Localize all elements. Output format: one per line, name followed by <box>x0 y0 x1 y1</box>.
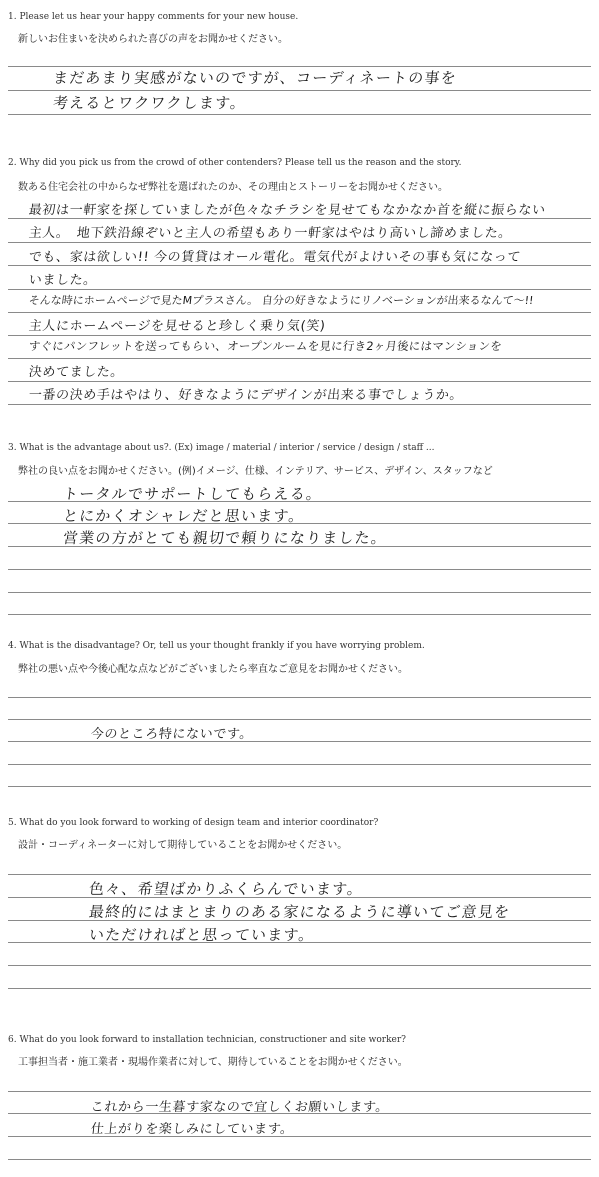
answer-2-line-3: でも、家は欲しい!! 今の賃貸はオール電化。電気代がよけいその事も気になって <box>28 250 522 265</box>
answer-line <box>8 404 591 405</box>
answer-line <box>8 242 591 243</box>
answer-line <box>8 592 591 593</box>
answer-6-line-2: 仕上がりを楽しみにしています。 <box>90 1122 295 1137</box>
answer-line <box>8 358 591 359</box>
answer-5-line-2: 最終的にはまとまりのある家になるように導いてご意見を <box>88 903 512 921</box>
answer-line <box>8 764 591 765</box>
answer-1-line-1: まだあまり実感がないのですが、コーディネートの事を <box>52 69 458 87</box>
answer-2-line-5: そんな時にホームページで見たMプラスさん。 自分の好きなようにリノベーションが出来るなんて〜!! <box>28 294 535 307</box>
question-2-english: 2. Why did you pick us from the crowd of other contenders? Please tell us the reason and the story. <box>8 158 462 168</box>
answer-line <box>8 786 591 787</box>
answer-line <box>8 614 591 615</box>
answer-2-line-2: 主人。 地下鉄沿線ぞいと主人の希望もあり一軒家はやはり高いし諦めました。 <box>28 226 513 241</box>
answer-line <box>8 335 591 336</box>
answer-5-line-3: いただければと思っています。 <box>88 926 316 944</box>
question-5-english: 5. What do you look forward to working of design team and interior coordinator? <box>8 818 379 828</box>
question-6-japanese: 工事担当者・施工業者・現場作業者に対して、期待していることをお聞かせください。 <box>18 1057 408 1068</box>
answer-line <box>8 1091 591 1092</box>
answer-line <box>8 114 591 115</box>
question-2-japanese: 数ある住宅会社の中からなぜ弊社を選ばれたのか、その理由とストーリーをお聞かせください。 <box>18 182 448 193</box>
answer-3-line-1: トータルでサポートしてもらえる。 <box>62 485 324 503</box>
question-4-english: 4. What is the disadvantage? Or, tell us your thought frankly if you have worrying problem. <box>8 641 425 651</box>
question-1-japanese: 新しいお住まいを決められた喜びの声をお聞かせください。 <box>18 34 288 45</box>
answer-2-line-9: 一番の決め手はやはり、好きなようにデザインが出来る事でしょうか。 <box>28 388 464 403</box>
answer-line <box>8 697 591 698</box>
answer-line <box>8 218 591 219</box>
answer-2-line-4: いました。 <box>28 273 98 288</box>
answer-2-line-7: すぐにパンフレットを送ってもらい、オープンルームを見に行き2ヶ月後にはマンションを <box>28 339 503 353</box>
question-3-japanese: 弊社の良い点をお聞かせください。(例)イメージ、仕様、インテリア、サービス、デザイン、スタッフなど <box>18 466 493 477</box>
answer-1-line-2: 考えるとワクワクします。 <box>52 94 248 112</box>
answer-2-line-8: 決めてました。 <box>28 365 125 380</box>
answer-2-line-6: 主人にホームページを見せると珍しく乗り気(笑) <box>28 319 327 334</box>
answer-line <box>8 719 591 720</box>
answer-line <box>8 965 591 966</box>
answer-3-line-3: 営業の方がとても親切で頼りになりました。 <box>62 529 389 547</box>
question-6-english: 6. What do you look forward to installation technician, constructioner and site worker? <box>8 1035 406 1045</box>
answer-line <box>8 1159 591 1160</box>
answer-5-line-1: 色々、希望ばかりふくらんでいます。 <box>88 880 365 898</box>
question-3-english: 3. What is the advantage about us?. (Ex) image / material / interior / service / design / staff ... <box>8 443 435 453</box>
answer-line <box>8 569 591 570</box>
answer-line <box>8 90 591 91</box>
question-5-japanese: 設計・コーディネーターに対して期待していることをお聞かせください。 <box>18 840 348 851</box>
answer-4-line-2: 今のところ特にないです。 <box>90 727 254 742</box>
answer-line <box>8 874 591 875</box>
question-1-english: 1. Please let us hear your happy comments for your new house. <box>8 12 299 22</box>
question-4-japanese: 弊社の悪い点や今後心配な点などがございましたら率直なご意見をお聞かせください。 <box>18 664 408 675</box>
answer-line <box>8 265 591 266</box>
answer-2-line-1: 最初は一軒家を探していましたが色々なチラシを見せてもなかなか首を縦に振らない <box>28 203 547 218</box>
answer-line <box>8 381 591 382</box>
answer-line <box>8 988 591 989</box>
answer-line <box>8 289 591 290</box>
answer-3-line-2: とにかくオシャレだと思います。 <box>62 507 306 525</box>
answer-line <box>8 312 591 313</box>
answer-6-line-1: これから一生暮す家なので宜しくお願いします。 <box>90 1100 390 1115</box>
